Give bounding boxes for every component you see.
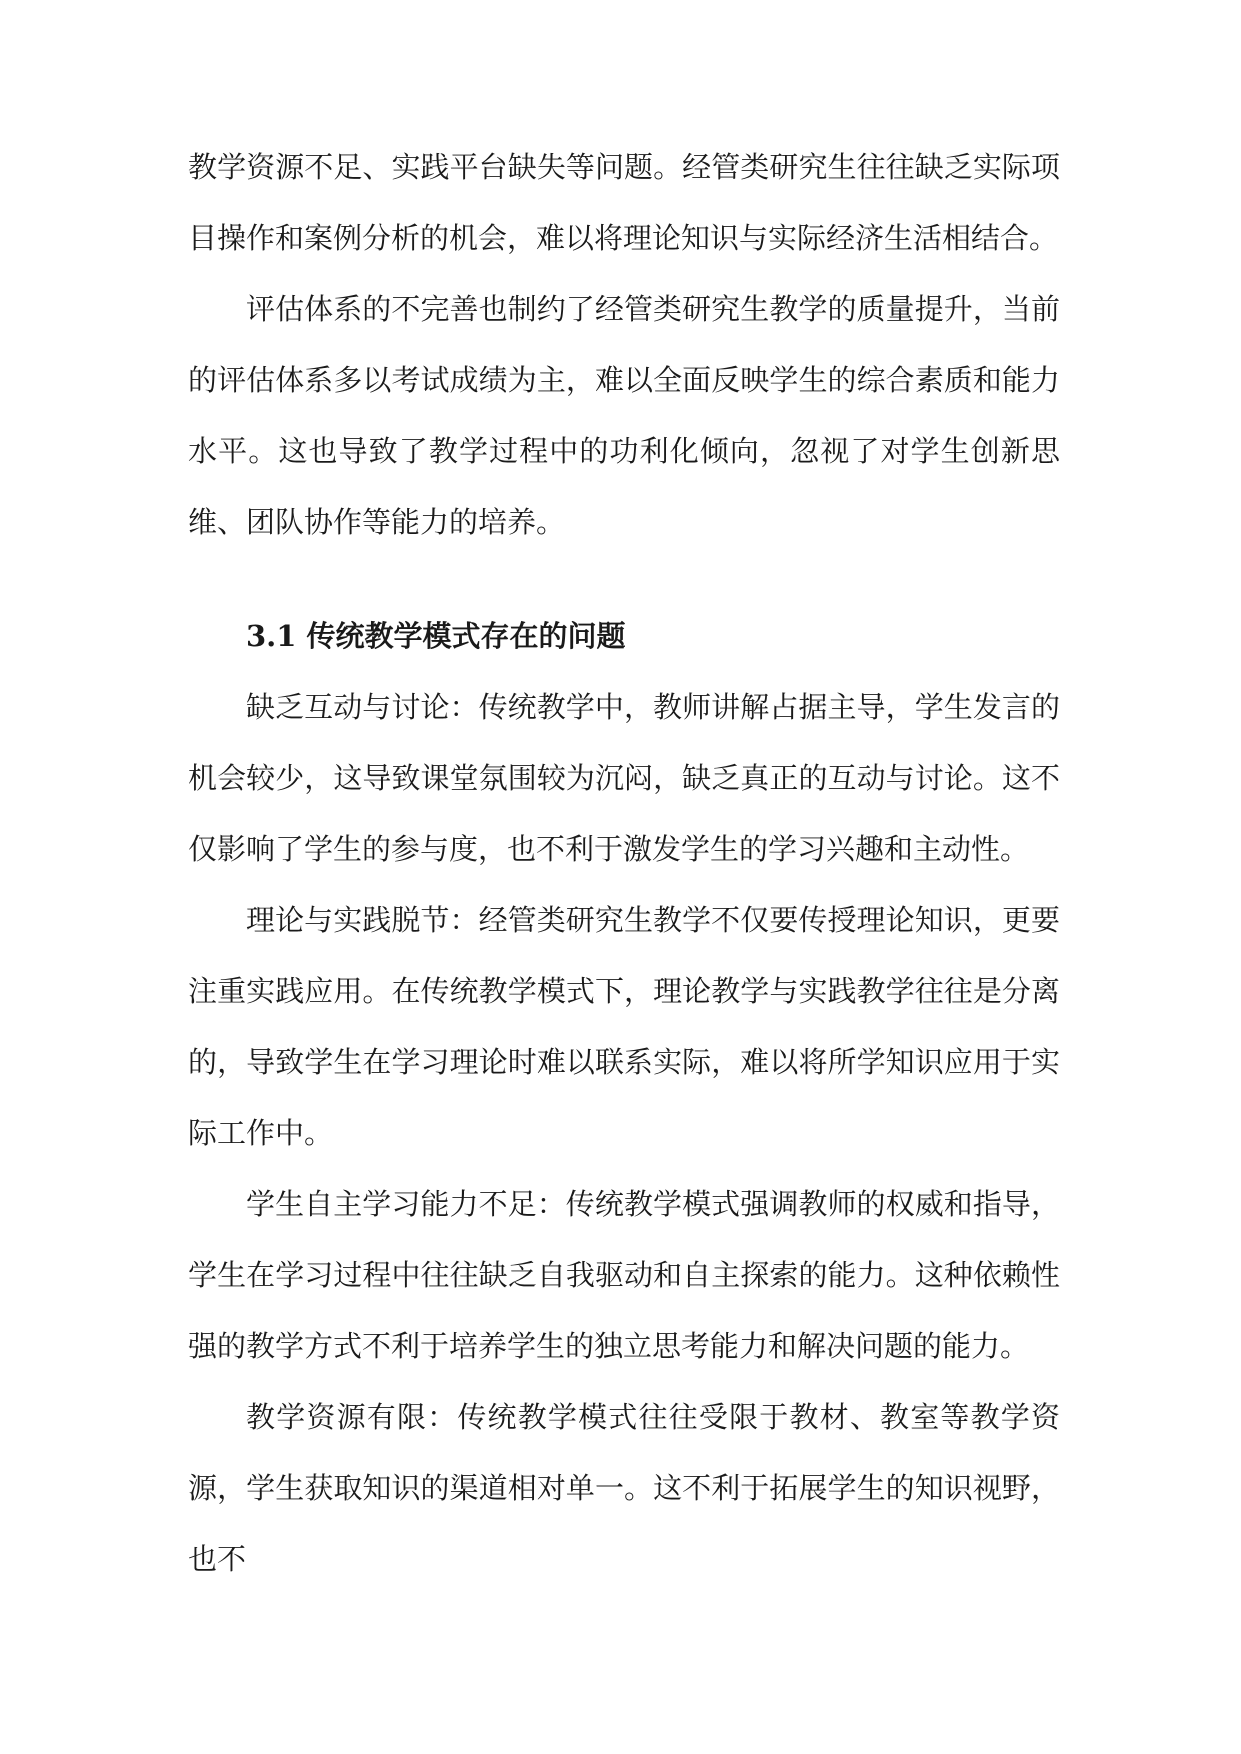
paragraph-evaluation-system: 评估体系的不完善也制约了经管类研究生教学的质量提升，当前的评估体系多以考试成绩为主，难以全面反映学生的综合素质和能力水平。这也导致了教学过程中的功利化倾向，忽视了对学生创新思维、团队协作等能力的培养。	[188, 292, 1060, 539]
paragraph-continued: 教学资源不足、实践平台缺失等问题。经管类研究生往往缺乏实际项目操作和案例分析的机会，难以将理论知识与实际经济生活相结合。	[188, 150, 1060, 255]
paragraph-self-learning: 学生自主学习能力不足：传统教学模式强调教师的权威和指导，学生在学习过程中往往缺乏自我驱动和自主探索的能力。这种依赖性强的教学方式不利于培养学生的独立思考能力和解决问题的能力。	[188, 1187, 1060, 1363]
paragraph-limited-resources: 教学资源有限：传统教学模式往往受限于教材、教室等教学资源，学生获取知识的渠道相对单一。这不利于拓展学生的知识视野，也不	[188, 1400, 1060, 1576]
document-page	[188, 132, 1060, 1595]
section-heading: 3.1 传统教学模式存在的问题	[246, 619, 626, 653]
paragraph-lack-of-interaction: 缺乏互动与讨论：传统教学中，教师讲解占据主导，学生发言的机会较少，这导致课堂氛围较为沉闷，缺乏真正的互动与讨论。这不仅影响了学生的参与度，也不利于激发学生的学习兴趣和主动性。	[188, 690, 1060, 866]
paragraph-theory-practice-gap: 理论与实践脱节：经管类研究生教学不仅要传授理论知识，更要注重实践应用。在传统教学模式下，理论教学与实践教学往往是分离的，导致学生在学习理论时难以联系实际，难以将所学知识应用于实际工作中。	[188, 903, 1060, 1150]
